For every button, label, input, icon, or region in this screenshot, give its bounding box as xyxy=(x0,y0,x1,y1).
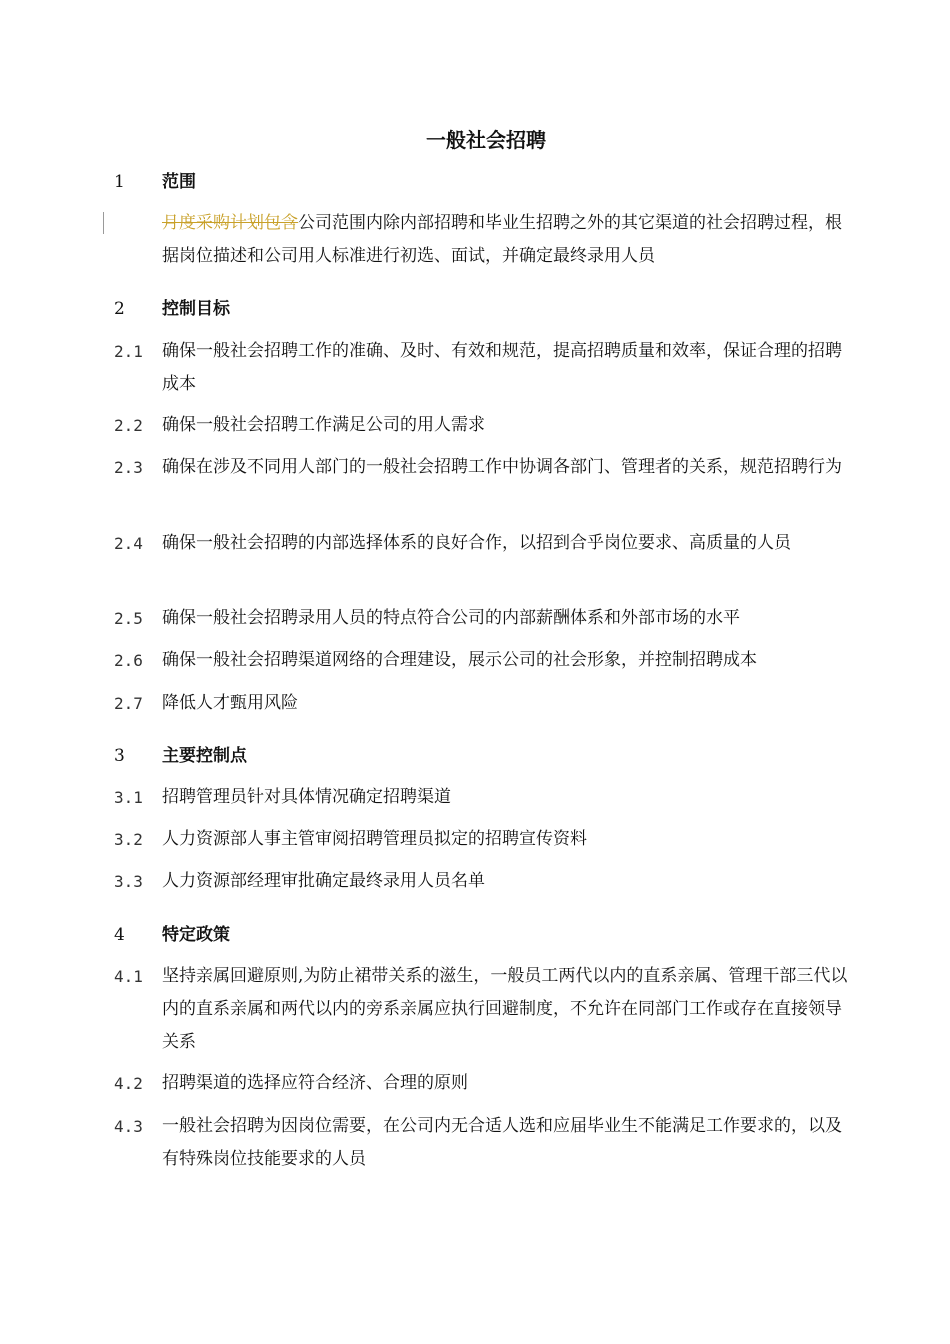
revision-change-bar xyxy=(103,212,104,234)
list-item xyxy=(114,865,854,898)
item-number: 4.2 xyxy=(114,1074,143,1093)
list-item xyxy=(114,781,854,814)
item-number: 2.2 xyxy=(114,416,143,435)
list-item xyxy=(114,687,854,720)
item-number: 2.7 xyxy=(114,694,143,713)
list-item xyxy=(114,409,854,442)
item-text: 确保一般社会招聘工作满足公司的用人需求 xyxy=(162,415,485,435)
list-item xyxy=(114,451,854,484)
item-number: 3.3 xyxy=(114,872,143,891)
item-number: 2.3 xyxy=(114,458,143,477)
item-number: 2.4 xyxy=(114,534,143,553)
item-text: 降低人才甄用风险 xyxy=(162,693,298,713)
item-text: 确保一般社会招聘渠道网络的合理建设，展示公司的社会形象，并控制招聘成本 xyxy=(162,650,757,670)
item-text: 确保一般社会招聘的内部选择体系的良好合作，以招到合乎岗位要求、高质量的人员 xyxy=(162,533,791,553)
list-item xyxy=(114,335,854,401)
list-item xyxy=(114,644,854,677)
section-title: 控制目标 xyxy=(162,299,230,319)
item-text: 确保一般社会招聘工作的准确、及时、有效和规范，提高招聘质量和效率，保证合理的招聘成本 xyxy=(162,341,842,394)
item-text: 确保一般社会招聘录用人员的特点符合公司的内部薪酬体系和外部市场的水平 xyxy=(162,608,740,628)
tracked-deletion: 月度采购计划包含 xyxy=(162,213,298,233)
scope-text: 公司范围内除内部招聘和毕业生招聘之外的其它渠道的社会招聘过程，根据岗位描述和公司用人标准进行初选、面试，并确定最终录用人员 xyxy=(162,213,842,266)
item-number: 2.1 xyxy=(114,342,143,361)
item-text: 人力资源部经理审批确定最终录用人员名单 xyxy=(162,871,485,891)
item-text: 坚持亲属回避原则,为防止裙带关系的滋生，一般员工两代以内的直系亲属、管理干部三代以内的直系亲属和两代以内的旁系亲属应执行回避制度，不允许在同部门工作或存在直接领导关系 xyxy=(162,966,848,1052)
item-number: 4.3 xyxy=(114,1117,143,1136)
item-number: 2.6 xyxy=(114,651,143,670)
section-number: 2 xyxy=(114,299,125,319)
list-item xyxy=(114,1110,854,1176)
list-item xyxy=(114,960,854,1059)
item-text: 招聘渠道的选择应符合经济、合理的原则 xyxy=(162,1073,468,1093)
list-item xyxy=(114,602,854,635)
section-number: 4 xyxy=(114,925,125,945)
section-number: 1 xyxy=(114,172,125,192)
section-title: 主要控制点 xyxy=(162,746,247,766)
item-text: 招聘管理员针对具体情况确定招聘渠道 xyxy=(162,787,451,807)
item-number: 3.1 xyxy=(114,788,143,807)
section-title: 特定政策 xyxy=(162,925,230,945)
item-text: 一般社会招聘为因岗位需要，在公司内无合适人选和应届毕业生不能满足工作要求的，以及有特殊岗位技能要求的人员 xyxy=(162,1116,842,1169)
scope-paragraph xyxy=(162,207,856,273)
list-item xyxy=(114,823,854,856)
item-number: 3.2 xyxy=(114,830,143,849)
section-number: 3 xyxy=(114,746,125,766)
document-title: 一般社会招聘 xyxy=(426,128,546,152)
list-item xyxy=(114,527,854,560)
item-number: 2.5 xyxy=(114,609,143,628)
item-text: 确保在涉及不同用人部门的一般社会招聘工作中协调各部门、管理者的关系，规范招聘行为 xyxy=(162,457,842,477)
section-title: 范围 xyxy=(162,172,196,192)
item-text: 人力资源部人事主管审阅招聘管理员拟定的招聘宣传资料 xyxy=(162,829,587,849)
list-item xyxy=(114,1067,854,1100)
item-number: 4.1 xyxy=(114,967,143,986)
